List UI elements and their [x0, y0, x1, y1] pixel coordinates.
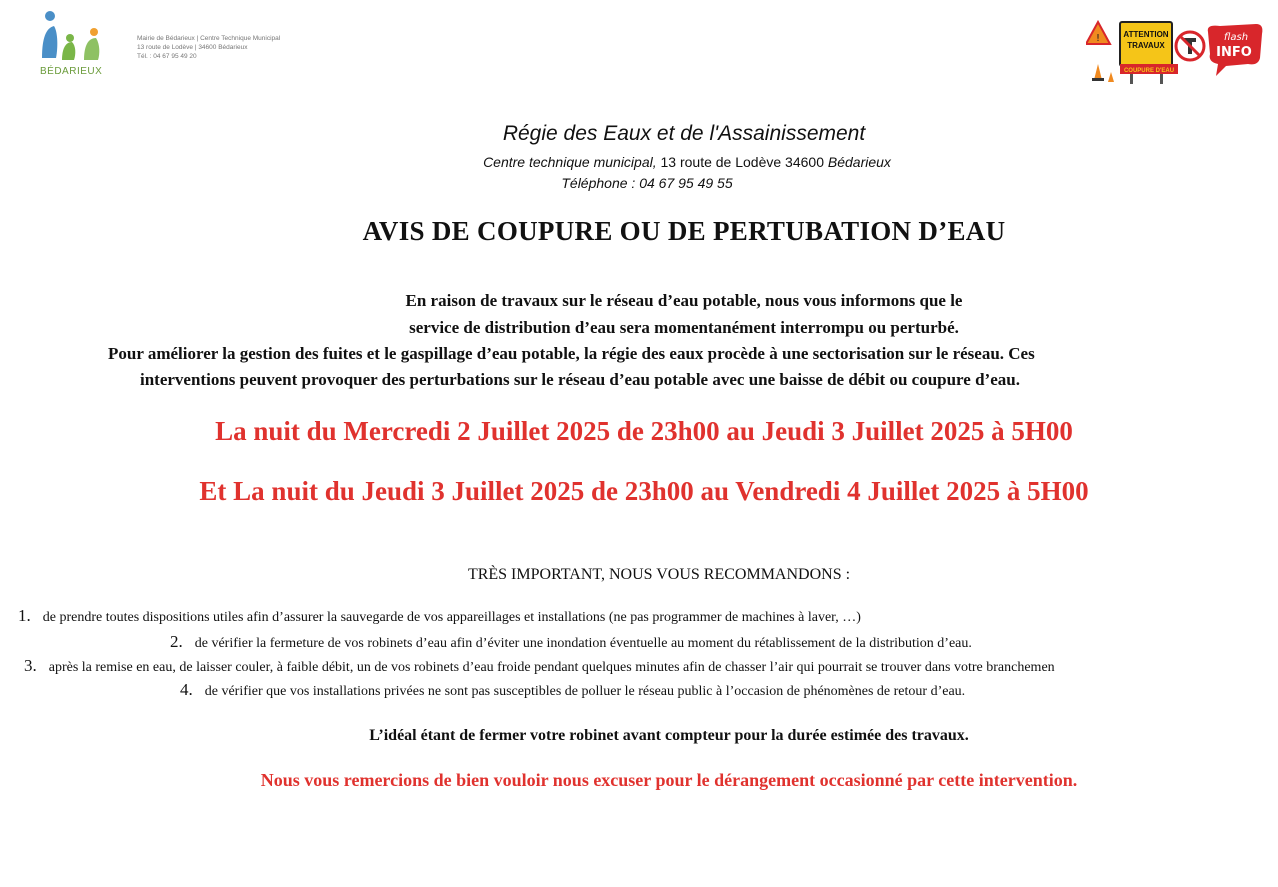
- recommendation-text: de vérifier que vos installations privées ne sont pas susceptibles de polluer le réseau public à l’occasion de phénomènes de retour d’eau.: [204, 684, 966, 699]
- notice-title: AVIS DE COUPURE OU DE PERTUBATION D’EAU: [362, 216, 1006, 246]
- logo-figure-orange: [84, 38, 99, 60]
- recommendation-item: [180, 680, 965, 700]
- svg-text:!: !: [1095, 33, 1101, 44]
- logo-figure-blue: [42, 26, 57, 58]
- intro-line-4: interventions peuvent provoquer des perturbations sur le réseau d’eau potable avec une baisse de débit ou coupure d’eau.: [140, 370, 1020, 389]
- apology-message: Nous vous remercions de bien vouloir nous excuser pour le dérangement occasionné par cette intervention.: [260, 770, 1078, 790]
- logo-label: BÉDARIEUX: [40, 66, 103, 77]
- sign-text-coupure: COUPURE D'EAU: [1123, 68, 1175, 74]
- recommendation-item: [170, 632, 972, 652]
- recommendation-number: 2.: [170, 632, 183, 651]
- outage-date-1: La nuit du Mercredi 2 Juillet 2025 de 23h00 au Jeudi 3 Juillet 2025 à 5H00: [215, 416, 1073, 446]
- recommendation-number: 4.: [180, 680, 193, 699]
- info-text: INFO: [1216, 45, 1252, 60]
- recommendation-text: de prendre toutes dispositions utiles afin d’assurer la sauvegarde de vos appareillages et installations (ne pas programmer de machines à laver, …): [42, 610, 861, 625]
- regie-title: Régie des Eaux et de l'Assainissement: [502, 122, 866, 145]
- attention-travaux-sign: [1120, 22, 1178, 84]
- recommendation-item: [24, 656, 1055, 676]
- recommendation-text: après la remise en eau, de laisser couler, à faible débit, un de vos robinets d’eau froide pendant quelques minutes afin de chasser l’air qui pourrait se trouver dans votre branchemen: [48, 660, 1055, 675]
- intro-line-2: service de distribution d’eau sera momentanément interrompu ou perturbé.: [409, 318, 959, 337]
- recommendation-number: 1.: [18, 606, 31, 625]
- warning-triangle-icon: [1086, 22, 1110, 44]
- important-heading: TRÈS IMPORTANT, NOUS VOUS RECOMMANDONS :: [467, 566, 851, 583]
- no-water-faucet-icon: [1176, 32, 1204, 60]
- mairie-line-3: Tél. : 04 67 95 49 20: [137, 53, 197, 60]
- flash-info-bubble: [1208, 24, 1263, 76]
- sign-text-attention: ATTENTION: [1123, 30, 1169, 39]
- intro-line-3: Pour améliorer la gestion des fuites et le gaspillage d’eau potable, la régie des eaux procède à une sectorisation sur le réseau. Ces: [108, 344, 1035, 363]
- construction-cones-icon: [1092, 64, 1114, 82]
- outage-date-2: Et La nuit du Jeudi 3 Juillet 2025 de 23h00 au Vendredi 4 Juillet 2025 à 5H00: [199, 476, 1089, 506]
- flash-text: flash: [1223, 32, 1249, 43]
- address-part-2: 13 route de Lodève 34600: [656, 154, 828, 170]
- logo-figure-head-orange: [90, 28, 98, 36]
- recommendation-item: [18, 606, 861, 626]
- regie-address: [48, 154, 1278, 170]
- regie-phone: Téléphone : 04 67 95 49 55: [561, 175, 733, 191]
- recommendation-number: 3.: [24, 656, 37, 675]
- address-part-3: Bédarieux: [827, 154, 891, 170]
- logo-figure-head-blue: [45, 11, 55, 21]
- mairie-line-2: 13 route de Lodève | 34600 Bédarieux: [137, 44, 248, 51]
- address-part-1: Centre technique municipal,: [483, 154, 657, 170]
- mairie-contact: [137, 34, 280, 61]
- works-flash-info-banner: [1086, 20, 1266, 86]
- ideal-advice: L’idéal étant de fermer votre robinet avant compteur pour la durée estimée des travaux.: [369, 727, 969, 744]
- mairie-line-1: Mairie de Bédarieux | Centre Technique Municipal: [137, 35, 281, 42]
- sign-text-travaux: TRAVAUX: [1127, 41, 1165, 50]
- intro-line-1: En raison de travaux sur le réseau d’eau potable, nous vous informons que le: [405, 291, 963, 310]
- logo-figure-green: [62, 42, 75, 60]
- logo-figure-head-green: [66, 34, 74, 42]
- recommendation-text: de vérifier la fermeture de vos robinets d’eau afin d’éviter une inondation éventuelle au moment du rétablissement de la distribution d’eau.: [194, 636, 972, 651]
